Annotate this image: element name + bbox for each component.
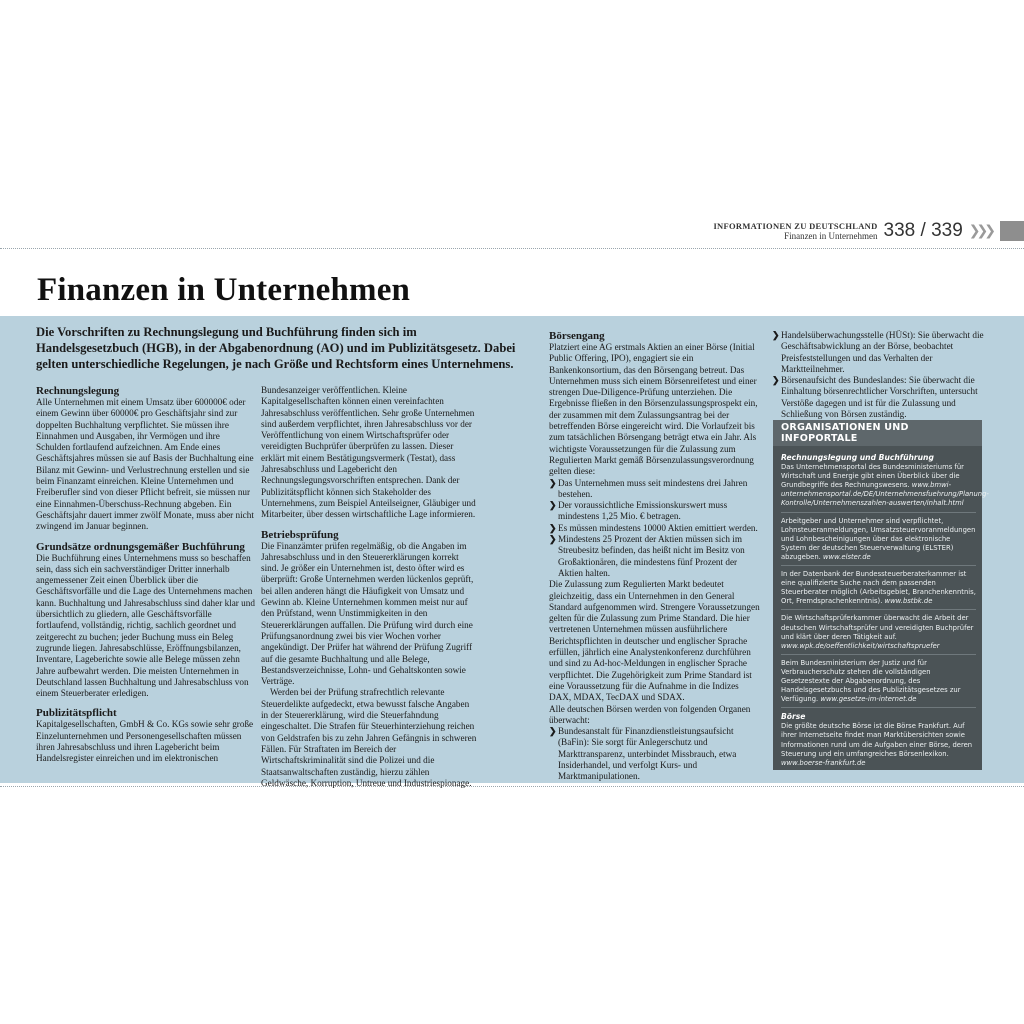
list-zulassung bbox=[549, 478, 763, 580]
text-rechnungslegung: Alle Unternehmen mit einem Umsatz über 600000€ oder einem Gewinn über 60000€ pro Geschäftsjahr sind zur doppelten Buchhaltung verpflichtet. Sie müssen ihre Einnahmen und Ausgaben, ihr Vermögen und ihre Schulden fortlaufend aufzeichnen. Am Ende eines Geschäftsjahres müssen sie auf Basis der Buchhaltung eine Bilanz mit Gewinn- und Verlustrechnung erstellen und sie beim Finanzamt einreichen. Kleine Unternehmen und Freiberufler sind von dieser Pflicht befreit, sie müssen nur eine Einnahmen-Überschuss-Rechnung abgeben. Ein Geschäftsjahr dauert immer zwölf Monate, muss aber nicht zwingend im Januar beginnen. bbox=[36, 397, 254, 532]
info-box bbox=[773, 420, 989, 770]
list-item: ❯ Das Unternehmen muss seit mindestens drei Jahren bestehen. bbox=[549, 477, 748, 499]
list-item: ❯ Mindestens 25 Prozent der Aktien müssen sich im Streubesitz befinden, das heißt nicht im Besitz von Großaktionären, die mindestens fünf Prozent der Aktien halten. bbox=[549, 534, 745, 578]
info-entry: Die größte deutsche Börse ist die Börse Frankfurt. Auf ihrer Internetseite findet man Marktübersichten sowie Informationen rund um die Aufgaben einer Börse, deren Steuerung und ein umfangreiches Börsenlexikon. www.boerse-frankfurt.de bbox=[781, 722, 973, 767]
text-boersengang-1: Platziert eine AG erstmals Aktien an einer Börse (Initial Public Offering, IPO), engagiert sie ein Bankenkonsortium, das den Börsengang betreut. Das Unternehmen muss sich einem Börsenreifetest und einer strengen Due-Diligence-Prüfung unterziehen. Die Ergebnisse fließen in den Börsenzulassungsprospekt ein, der zusammen mit dem Zulassungsantrag bei der betreffenden Börse eingereicht wird. Die Vorlaufzeit bis zum tatsächlichen Börsengang beträgt etwa ein Jahr. Als wichtigste Voraussetzungen für die Zulassung zum Regulierten Markt gemäß Börsenzulassungsverordnung gelten diese: bbox=[549, 342, 758, 477]
text-grundsaetze: Die Buchführung eines Unternehmens muss so beschaffen sein, dass sich ein sachverständiger Dritter innerhalb angemessener Zeit einen Überblick über die Geschäftsvorfälle und die Lage des Unternehmens machen kann. Buchhaltung und Jahresabschluss sind daher klar und übersichtlich zu gliedern, alle Geschäftsvorfälle fortlaufend, vollständig, richtig, sachlich geordnet und zeitgerecht zu buchen; jeder Buchung muss ein Beleg zugrunde liegen. Jahresabschlüsse, Eröffnungsbilanzen, Inventare, Lageberichte sowie alle Belege müssen zehn Jahre aufbewahrt werden. Die meisten Unternehmen in Deutschland lassen Buchhaltung und Jahresabschluss von einem Steuerberater erledigen. bbox=[36, 552, 255, 699]
page-numbers: 338 / 339 bbox=[883, 220, 963, 241]
heading-betriebspruefung: Betriebsprüfung bbox=[261, 528, 339, 541]
header-divider bbox=[0, 248, 1024, 249]
list-item: ❯ Handelsüberwachungsstelle (HÜSt): Sie überwacht die Geschäftsabwicklung an der Börse, beobachtet Preisfeststellungen und das Verhalten der Marktteilnehmer. bbox=[772, 330, 984, 374]
bottom-divider bbox=[0, 786, 1024, 787]
heading-boersengang: Börsengang bbox=[549, 330, 605, 342]
text-betriebspruefung-2: Werden bei der Prüfung strafrechtlich relevante Steuerdelikte aufgedeckt, etwa bewusst falsche Angaben in der Steuererklärung, wird die Steuerfahndung eingeschaltet. Die Strafen für Steuerhinterziehung reichen von Geldstrafen bis zu zehn Jahren Gefängnis in schweren Fällen. Für Straftaten im Bereich der Wirtschaftskriminalität sind die Polizei und die Staatsanwaltschaften zuständig, hierzu zählen Geldwäsche, Korruption, Untreue und Industriespionage. bbox=[261, 687, 477, 788]
list-item: ❯ Bundesanstalt für Finanzdienstleistungsaufsicht (BaFin): Sie sorgt für Anlegerschutz und Markttransparenz, unterbindet Missbrauch, etwa Insiderhandel, und verfolgt Kurs- und Marktmanipulationen. bbox=[549, 726, 737, 782]
column-1 bbox=[36, 385, 256, 764]
chevron-bullet-icon: ❯ bbox=[549, 522, 557, 533]
heading-rechnungslegung: Rechnungslegung bbox=[36, 385, 120, 397]
header-tab-marker bbox=[1000, 221, 1024, 241]
chevron-bullet-icon: ❯ bbox=[549, 726, 557, 737]
heading-publizitaet: Publizitätspflicht bbox=[36, 707, 117, 720]
column-3 bbox=[549, 330, 763, 783]
info-link[interactable]: www.bmwi-unternehmensportal.de/DE/Unternehmensfuehrung/Planung-Kontrolle/Unternehmenszahlen-auswerten/inhalt.html bbox=[781, 481, 989, 508]
chevron-bullet-icon: ❯ bbox=[549, 534, 557, 545]
list-aufsicht-cont bbox=[772, 330, 994, 420]
info-box-title: ORGANISATIONEN UND INFOPORTALE bbox=[773, 420, 982, 446]
header-kicker: INFORMATIONEN ZU DEUTSCHLAND bbox=[713, 221, 878, 231]
info-link[interactable]: www.bstbk.de bbox=[884, 597, 933, 606]
list-item: ❯ Börsenaufsicht des Bundeslandes: Sie überwacht die Einhaltung börsenrechtlicher Vorschriften, untersucht Verstöße dagegen und ist für die Zulassung und Schließung von Börsen zuständig. bbox=[772, 375, 978, 420]
chevron-bullet-icon: ❯ bbox=[549, 500, 557, 511]
chevron-right-icon: ❯❯❯ bbox=[968, 223, 992, 239]
info-link[interactable]: www.elster.de bbox=[823, 552, 871, 561]
header-lines bbox=[713, 221, 877, 241]
column-2 bbox=[261, 385, 477, 797]
info-entry: Beim Bundesministerium der Justiz und für Verbraucherschutz stehen die vollständigen Gesetzestexte der Abgabenordnung, des Handelsgesetzbuchs und des Publizitätsgesetzes zur Verfügung. www.gesetze-im-internet.de bbox=[781, 659, 976, 708]
info-link[interactable]: www.gesetze-im-internet.de bbox=[820, 695, 917, 704]
info-link[interactable]: www.boerse-frankfurt.de bbox=[781, 758, 866, 767]
running-header bbox=[713, 219, 1024, 243]
page-title: Finanzen in Unternehmen bbox=[37, 272, 411, 308]
text-publizitaet-cont: Bundesanzeiger veröffentlichen. Kleine Kapitalgesellschaften können einen vereinfachten Jahresabschluss veröffentlichen. Sehr große Unternehmen sind außerdem verpflichtet, ihren Jahresabschluss vor der Veröffentlichung von einem Wirtschaftsprüfer oder vereidigten Buchprüfer überprüfen zu lassen. Dieser erklärt mit einem Bestätigungsvermerk (Testat), dass Jahresabschluss und Lagebericht den Rechnungslegungsvorschriften entsprechen. Dank der Publizitätspflicht können sich Stakeholder des Unternehmens, zum Beispiel Anteilseigner, Gläubiger und Mitarbeiter, über dessen wirtschaftliche Lage informieren. bbox=[261, 385, 476, 520]
info-entry: In der Datenbank der Bundessteuerberaterkammer ist eine qualifizierte Suche nach dem passenden Steuerberater möglich (Arbeitsgebiet, Branchenkenntnis, Ort, Fremdsprachenkenntnis). www.bstbk.de bbox=[781, 570, 976, 610]
chevron-bullet-icon: ❯ bbox=[549, 477, 557, 488]
info-entry: Das Unternehmensportal des Bundesministeriums für Wirtschaft und Energie gibt einen Überblick über die Grundbegriffe des Rechnungswesens. www.bmwi-unternehmensportal.de/DE/Unternehmensfuehrung/Planung-Kontrolle/Unternehmenszahlen-auswerten/inhalt.html bbox=[781, 463, 976, 512]
text-boersengang-3: Alle deutschen Börsen werden von folgenden Organen überwacht: bbox=[549, 703, 751, 725]
info-heading-boerse: Börse bbox=[781, 712, 806, 722]
text-publizitaet: Kapitalgesellschaften, GmbH & Co. KGs sowie sehr große Einzelunternehmen und Personengesellschaften müssen ihren Jahresabschluss und ihren Lagebericht beim Handelsregister einreichen und im elektronischen bbox=[36, 719, 254, 764]
heading-grundsaetze: Grundsätze ordnungsgemäßer Buchführung bbox=[36, 540, 245, 553]
list-item: ❯ Es müssen mindestens 10000 Aktien emittiert werden. bbox=[549, 522, 758, 533]
header-section: Finanzen in Unternehmen bbox=[784, 231, 878, 241]
info-entry: Die Wirtschaftsprüferkammer überwacht die Arbeit der deutschen Wirtschaftsprüfer und vereidigten Buchprüfer und klärt über deren Tätigkeit auf. www.wpk.de/oeffentlichkeit/wirtschaftspruefer bbox=[781, 614, 976, 654]
info-entry: Arbeitgeber und Unternehmer sind verpflichtet, Lohnsteueranmeldungen, Umsatzsteuervoranmeldungen und Lohnbescheinigungen über das elektronische System der deutschen Steuerverwaltung (ELSTER) abzugeben. www.elster.de bbox=[781, 517, 976, 566]
lead-paragraph: Die Vorschriften zu Rechnungslegung und Buchführung finden sich im Handelsgesetzbuch (HGB), in der Abgabenordnung (AO) und im Publizitätsgesetz. Dabei gelten unterschiedliche Regelungen, je nach Größe und Rechtsform eines Unternehmens. bbox=[36, 325, 516, 371]
list-item: ❯ Der voraussichtliche Emissionskurswert muss mindestens 1,25 Mio. € betragen. bbox=[549, 500, 728, 522]
info-link[interactable]: www.wpk.de/oeffentlichkeit/wirtschaftspruefer bbox=[781, 641, 940, 650]
info-heading-rechnungslegung: Rechnungslegung und Buchführung bbox=[781, 453, 934, 462]
info-box-body bbox=[773, 446, 989, 771]
chevron-bullet-icon: ❯ bbox=[772, 375, 780, 386]
column-4 bbox=[772, 330, 994, 420]
text-boersengang-2: Die Zulassung zum Regulierten Markt bedeutet gleichzeitig, dass ein Unternehmen in den General Standard aufgenommen wird. Strengere Voraussetzungen gelten für die Zulassung zum Prime Standard. Die hier vertretenen Unternehmen müssen ausführlichere Berichtspflichten in deutscher und englischer Sprache erfüllen, jährlich eine Analystenkonferenz durchführen und sind zu Ad-hoc-Meldungen in englischer Sprache verpflichtet. Die Zugehörigkeit zum Prime Standard ist eine Voraussetzung für die Aufnahme in die Indizes DAX, MDAX, TecDAX und SDAX. bbox=[549, 579, 760, 703]
text-betriebspruefung-1: Die Finanzämter prüfen regelmäßig, ob die Angaben im Jahresabschluss und in den Steuererklärungen korrekt sind. Je größer ein Unternehmen ist, desto öfter wird es überprüft: Große Unternehmen werden lückenlos geprüft, bei allen anderen hängt die Häufigkeit von Umsatz und Gewinn ab. Kleine Unternehmen kommen meist nur auf den Prüfstand, wenn Unstimmigkeiten in den Steuererklärungen auffallen. Die Prüfung wird durch eine Prüfungsanordnung zwei bis vier Wochen vorher angekündigt. Der Prüfer hat während der Prüfung Zugriff auf die gesamte Buchhaltung und alle Belege, Bestandsverzeichnisse, Lohn- und Gehaltskonten sowie Verträge. bbox=[261, 540, 474, 687]
chevron-bullet-icon: ❯ bbox=[772, 330, 780, 340]
list-aufsicht bbox=[549, 726, 763, 782]
